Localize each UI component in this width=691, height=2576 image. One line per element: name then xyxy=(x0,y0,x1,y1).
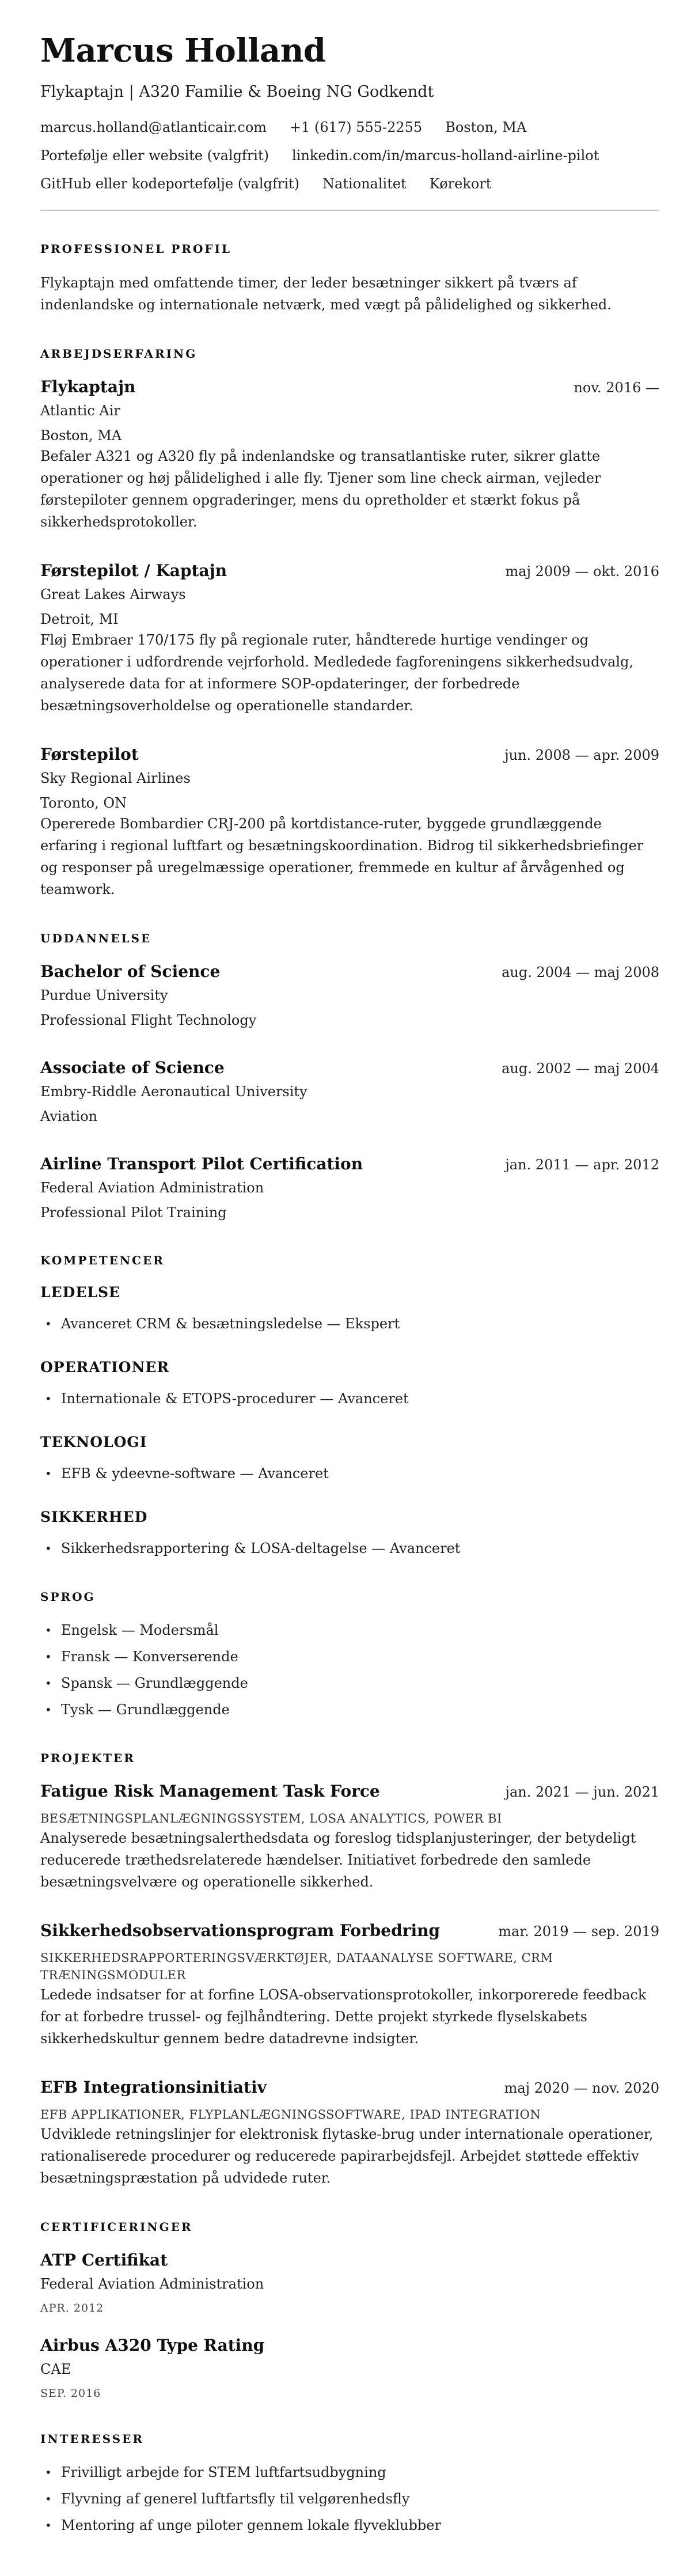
certification-date: SEP. 2016 xyxy=(40,2387,101,2400)
languages-heading: SPROG xyxy=(40,1590,96,1604)
contact-row-3 xyxy=(40,174,659,194)
education-dates: jan. 2011 — apr. 2012 xyxy=(505,1157,659,1173)
interest-list xyxy=(40,2462,659,2536)
skill-item xyxy=(40,1463,659,1484)
education-entry-head xyxy=(40,961,659,982)
project-description: Udviklede retningslinjer for elektronisk flytaske-brug under internationale operationer, rationaliserede procedurer og reducerede papirarbejdsfejl. Arbejdet støttede effektiv besætningspræstation på udvidede ruter. xyxy=(40,2126,654,2186)
job-location: Toronto, ON xyxy=(40,795,127,811)
section-languages xyxy=(40,1589,659,1720)
section-projects xyxy=(40,1750,659,2189)
project-entry xyxy=(40,2077,659,2189)
skill-item-text: Avanceret CRM & besætningsledelse — Ekspert xyxy=(61,1316,400,1332)
interest-item-text: Mentoring af unge piloter gennem lokale flyveklubber xyxy=(61,2517,441,2533)
school-name: Federal Aviation Administration xyxy=(40,1180,264,1196)
skill-group-name: TEKNOLOGI xyxy=(40,1434,147,1450)
education-entry xyxy=(40,1154,659,1222)
certifications-heading: CERTIFICERINGER xyxy=(40,2220,193,2234)
interests-heading: INTERESSER xyxy=(40,2432,144,2446)
education-entry-head xyxy=(40,1058,659,1078)
skill-group-name: LEDELSE xyxy=(40,1284,121,1301)
education-entry xyxy=(40,1058,659,1126)
experience-heading: ARBEJDSERFARING xyxy=(40,347,198,361)
interest-item-text: Frivilligt arbejde for STEM luftfartsudbygning xyxy=(61,2464,386,2480)
job-dates: nov. 2016 — xyxy=(574,380,659,396)
interest-item xyxy=(40,2488,659,2509)
language-item xyxy=(40,1673,659,1694)
project-entry xyxy=(40,1920,659,2050)
project-entry xyxy=(40,1781,659,1893)
skill-list xyxy=(40,1388,659,1409)
job-company: Atlantic Air xyxy=(40,403,120,419)
nationality-text: Nationalitet xyxy=(322,176,407,192)
license-text: Kørekort xyxy=(429,176,492,192)
skill-item xyxy=(40,1313,659,1334)
profile-text: Flykaptajn med omfattende timer, der leder besætninger sikkert på tværs af indenlandske og internationale netværk, med vægt på pålidelighed og sikkerhed. xyxy=(40,275,612,313)
interest-item-text: Flyvning af generel luftfartsfly til velgørenhedsfly xyxy=(61,2491,410,2507)
certification-issuer: Federal Aviation Administration xyxy=(40,2276,264,2292)
section-certifications xyxy=(40,2219,659,2401)
job-entry xyxy=(40,744,659,900)
project-tools: EFB APPLIKATIONER, FLYPLANLÆGNINGSSOFTWARE, IPAD INTEGRATION xyxy=(40,2108,541,2122)
school-name: Purdue University xyxy=(40,987,168,1003)
certification-entry xyxy=(40,2335,659,2401)
job-entry xyxy=(40,377,659,533)
github-placeholder-text: GitHub eller kodeportefølje (valgfrit) xyxy=(40,176,300,192)
language-item-text: Spansk — Grundlæggende xyxy=(61,1675,248,1691)
language-item-text: Engelsk — Modersmål xyxy=(61,1622,219,1638)
skills-heading: KOMPETENCER xyxy=(40,1253,165,1267)
skill-group-leadership xyxy=(40,1283,659,1334)
certification-title: ATP Certifikat xyxy=(40,2251,168,2270)
section-skills xyxy=(40,1252,659,1559)
job-location: Boston, MA xyxy=(40,427,122,444)
project-dates: mar. 2019 — sep. 2019 xyxy=(498,1923,659,1939)
job-entry-head xyxy=(40,377,659,397)
linkedin-text: linkedin.com/in/marcus-holland-airline-pilot xyxy=(291,147,599,164)
profile-heading: PROFESSIONEL PROFIL xyxy=(40,242,231,256)
section-interests xyxy=(40,2431,659,2536)
project-dates: jan. 2021 — jun. 2021 xyxy=(505,1784,659,1800)
degree-title: Associate of Science xyxy=(40,1058,225,1077)
skill-group-name: SIKKERHED xyxy=(40,1509,148,1525)
education-entry xyxy=(40,961,659,1030)
education-dates: aug. 2002 — maj 2004 xyxy=(502,1060,659,1077)
skill-item-text: EFB & ydeevne-software — Avanceret xyxy=(61,1465,329,1482)
skill-list xyxy=(40,1313,659,1334)
skill-item-text: Sikkerhedsrapportering & LOSA-deltagelse — Avanceret xyxy=(61,1540,461,1556)
contact-row-1 xyxy=(40,118,659,137)
project-tools: SIKKERHEDSRAPPORTERINGSVÆRKTØJER, DATAANALYSE SOFTWARE, CRM TRÆNINGSMODULER xyxy=(40,1951,553,1982)
job-company: Great Lakes Airways xyxy=(40,586,186,603)
location-text: Boston, MA xyxy=(445,119,527,135)
job-entry-head xyxy=(40,560,659,581)
skill-item xyxy=(40,1538,659,1559)
header-divider xyxy=(40,210,659,211)
interest-item xyxy=(40,2515,659,2536)
resume-header xyxy=(40,30,659,211)
field-of-study: Professional Flight Technology xyxy=(40,1012,257,1028)
skill-list xyxy=(40,1538,659,1559)
job-title: Førstepilot / Kaptajn xyxy=(40,561,227,580)
project-entry-head xyxy=(40,1920,659,1941)
language-item xyxy=(40,1620,659,1641)
degree-title: Airline Transport Pilot Certification xyxy=(40,1154,363,1173)
contact-block xyxy=(40,118,659,194)
school-name: Embry-Riddle Aeronautical University xyxy=(40,1084,307,1100)
candidate-title: Flykaptajn | A320 Familie & Boeing NG Godkendt xyxy=(40,83,434,101)
project-description: Analyserede besætningsalerthedsdata og foreslog tidsplanjusteringer, der betydeligt reducerede træthedsrelaterede hændelser. Initiativet forbedrede den samlede besætningsvelvære og operationelle sikkerhed. xyxy=(40,1830,636,1890)
job-description: Befaler A321 og A320 fly på indenlandske og transatlantiske ruter, sikrer glatte operationer og høj pålidelighed i alle fly. Tjener som line check airman, vejleder førstepiloter gennem opgraderinger, mens du opretholder et stærkt fokus på sikkerhedsprotokoller. xyxy=(40,448,601,530)
projects-heading: PROJEKTER xyxy=(40,1751,135,1765)
section-education xyxy=(40,930,659,1222)
language-list xyxy=(40,1620,659,1720)
field-of-study: Professional Pilot Training xyxy=(40,1204,227,1221)
skill-group-safety xyxy=(40,1508,659,1559)
language-item xyxy=(40,1699,659,1720)
interest-item xyxy=(40,2462,659,2483)
degree-title: Bachelor of Science xyxy=(40,962,221,981)
project-tools: BESÆTNINGSPLANLÆGNINGSSYSTEM, LOSA ANALYTICS, POWER BI xyxy=(40,1812,502,1825)
candidate-name: Marcus Holland xyxy=(40,32,326,70)
language-item-text: Fransk — Konverserende xyxy=(61,1649,238,1665)
language-item-text: Tysk — Grundlæggende xyxy=(61,1702,230,1718)
project-entry-head xyxy=(40,2077,659,2098)
section-experience xyxy=(40,346,659,900)
project-title: Fatigue Risk Management Task Force xyxy=(40,1782,380,1801)
project-title: EFB Integrationsinitiativ xyxy=(40,2078,267,2097)
contact-row-2 xyxy=(40,146,659,165)
section-profile xyxy=(40,241,659,316)
language-item xyxy=(40,1646,659,1667)
job-entry-head xyxy=(40,744,659,765)
project-dates: maj 2020 — nov. 2020 xyxy=(504,2080,659,2096)
job-company: Sky Regional Airlines xyxy=(40,770,191,786)
education-entry-head xyxy=(40,1154,659,1175)
certification-issuer: CAE xyxy=(40,2361,71,2377)
project-description: Ledede indsatser for at forfine LOSA-observationsprotokoller, inkorporerede feedback for at forbedre trussel- og fejlhåndtering. Dette projekt styrkede flyselskabets sikkerhedskultur gennem bedre datadrevne indsigter. xyxy=(40,1987,647,2047)
skill-group-operations xyxy=(40,1358,659,1409)
education-heading: UDDANNELSE xyxy=(40,931,152,945)
skill-group-name: OPERATIONER xyxy=(40,1359,170,1376)
field-of-study: Aviation xyxy=(40,1108,98,1124)
phone-text: +1 (617) 555-2255 xyxy=(290,119,423,135)
certification-entry xyxy=(40,2250,659,2316)
education-dates: aug. 2004 — maj 2008 xyxy=(502,964,659,980)
email-text: marcus.holland@atlanticair.com xyxy=(40,119,267,135)
job-dates: jun. 2008 — apr. 2009 xyxy=(504,747,659,763)
job-description: Opererede Bombardier CRJ-200 på kortdistance-ruter, byggede grundlæggende erfaring i regional luftfart og besætningskoordination. Bidrog til sikkerhedsbriefinger og responser på uregelmæssige operationer, fremmede en kultur af årvågenhed og teamwork. xyxy=(40,816,644,897)
skill-item xyxy=(40,1388,659,1409)
skill-group-technology xyxy=(40,1433,659,1484)
job-entry xyxy=(40,560,659,717)
job-title: Flykaptajn xyxy=(40,377,136,396)
project-entry-head xyxy=(40,1781,659,1802)
job-location: Detroit, MI xyxy=(40,611,119,627)
job-description: Fløj Embraer 170/175 fly på regionale ruter, håndterede hurtige vendinger og operationer i udfordrende vejrforhold. Medledede fagforeningens sikkerhedsudvalg, analyserede data for at informere SOP-opdateringer, der forbedrede besætningsoverholdelse og operationelle standarder. xyxy=(40,632,633,714)
certification-date: APR. 2012 xyxy=(40,2302,104,2314)
job-title: Førstepilot xyxy=(40,745,139,764)
portfolio-placeholder-text: Portefølje eller website (valgfrit) xyxy=(40,147,269,164)
project-title: Sikkerhedsobservationsprogram Forbedring xyxy=(40,1921,441,1940)
skill-list xyxy=(40,1463,659,1484)
job-dates: maj 2009 — okt. 2016 xyxy=(505,563,659,579)
certification-title: Airbus A320 Type Rating xyxy=(40,2336,265,2355)
skill-item-text: Internationale & ETOPS-procedurer — Avanceret xyxy=(61,1391,409,1407)
